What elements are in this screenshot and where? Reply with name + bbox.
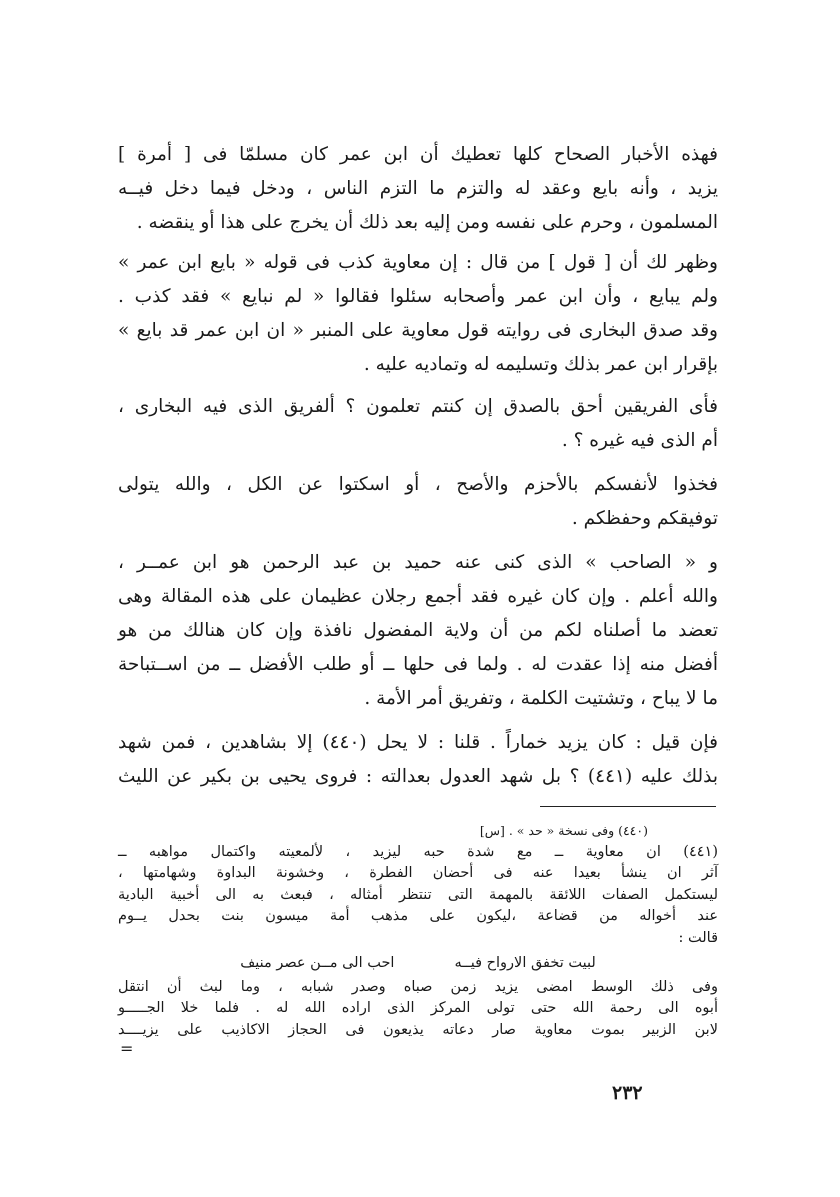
paragraph-6 — [118, 726, 718, 794]
continuation-mark: = — [120, 1039, 134, 1058]
footnote-441-line: ليستكمل الصفات اللائقة بالمهمة التى تنتظر أمثاله ، فبعث به الى أخبية البادية — [118, 886, 718, 903]
text-line: وظهر لك أن [ قول ] من قال : إن معاوية كذب فى قوله « بايع ابن عمر » — [118, 252, 718, 273]
verse-second-hemistich: احب الى مــن عصر منيف — [240, 955, 395, 971]
footnote-441-line: عند أخواله من قضاعة ،ليكون على مذهب أمة ميسون بنت بحدل يــوم — [118, 908, 718, 924]
text-line: أفضل منه إذا عقدت له . ولما فى حلها ــ أو طلب الأفضل ــ من اســتباحة — [118, 654, 718, 675]
text-line: وقد صدق البخارى فى روايته قول معاوية على المنبر « ان ابن عمر قد بايع » — [118, 320, 718, 341]
footnote-continuation-line: لابن الزبير بموت معاوية صار دعاته يذيعون فى الحجاز الاكاذيب على يزيــــد — [118, 1021, 718, 1038]
text-line: المسلمون ، وحرم على نفسه ومن إليه بعد ذلك أن يخرج على هذا أو ينقضه . — [136, 212, 718, 233]
text-line: ما لا يباح ، وتشتيت الكلمة ، وتفريق أمر الأمة . — [364, 688, 718, 709]
text-line: بذلك عليه (٤٤١) ؟ بل شهد العدول بعدالته : فروى يحيى بن بكير عن الليث — [118, 766, 718, 787]
text-line: أم الذى فيه غيره ؟ . — [561, 430, 718, 451]
text-line: و « الصاحب » الذى كنى عنه حميد بن عبد الرحمن هو ابن عمــر ، — [118, 552, 718, 573]
footnote-continuation-line: وفى ذلك الوسط امضى يزيد زمن صباه وصدر شبابه ، وما لبث أن انتقل — [118, 978, 718, 995]
text-line: يزيد ، وأنه بايع وعقد له والتزم ما التزم الناس ، ودخل فيما دخل فيــه — [118, 178, 718, 199]
footnote-separator — [540, 806, 716, 807]
main-text — [118, 138, 718, 806]
text-line: فأى الفريقين أحق بالصدق إن كنتم تعلمون ؟ ألفريق الذى فيه البخارى ، — [118, 396, 718, 417]
text-line: بإقرار ابن عمر بذلك وتسليمه له وتماديه عليه . — [363, 354, 718, 375]
footnote-441-line: قالت : — [678, 929, 718, 946]
text-line: فخذوا لأنفسكم بالأحزم والأصح ، أو اسكتوا عن الكل ، والله يتولى — [118, 474, 718, 495]
poem-verse — [118, 953, 718, 975]
footnote-441-line: آثر ان ينشأ بعيدا عنه فى أحضان الفطرة ، وخشونة البداوة وشهامتها ، — [118, 865, 718, 881]
paragraph-1 — [118, 138, 718, 240]
verse-first-hemistich: لبيت تخفق الارواح فيــه — [454, 955, 596, 971]
text-line: فهذه الأخبار الصحاح كلها تعطيك أن ابن عمر كان مسلمّا فى [ أمرة ] — [118, 144, 718, 165]
text-line: ولم يبايع ، وأن ابن عمر وأصحابه سئلوا فقالوا « لم نبايع » فقد كذب . — [118, 286, 718, 307]
footnote-440: (٤٤٠) وفى نسخة « حد » . [س] — [479, 823, 648, 838]
paragraph-4 — [118, 468, 718, 536]
paragraph-2 — [118, 246, 718, 382]
text-line: والله أعلم . وإن كان غيره فقد أجمع رجلان عظيمان على هذه المقالة وهى — [118, 586, 718, 607]
page-number: ٢٣٢ — [612, 1082, 643, 1104]
text-line: فإن قيل : كان يزيد خماراً . قلنا : لا يحل (٤٤٠) إلا بشاهدين ، فمن شهد — [118, 732, 718, 753]
text-line: تعضد ما أصلناه لكم من أن ولاية المفضول نافذة وإن كان هنالك من هو — [118, 620, 718, 641]
footnote-continuation-line: أبوه الى رحمة الله حتى تولى المركز الذى اراده الله له . فلما خلا الجـــــو — [118, 1000, 718, 1016]
paragraph-5 — [118, 546, 718, 716]
paragraph-3 — [118, 390, 718, 458]
footnotes — [118, 820, 718, 1057]
footnote-441-line: (٤٤١) ان معاوية ــ مع شدة حبه ليزيد ، لألمعيته واكتمال مواهبه ــ — [118, 843, 718, 860]
text-line: توفيقكم وحفظكم . — [571, 508, 718, 529]
